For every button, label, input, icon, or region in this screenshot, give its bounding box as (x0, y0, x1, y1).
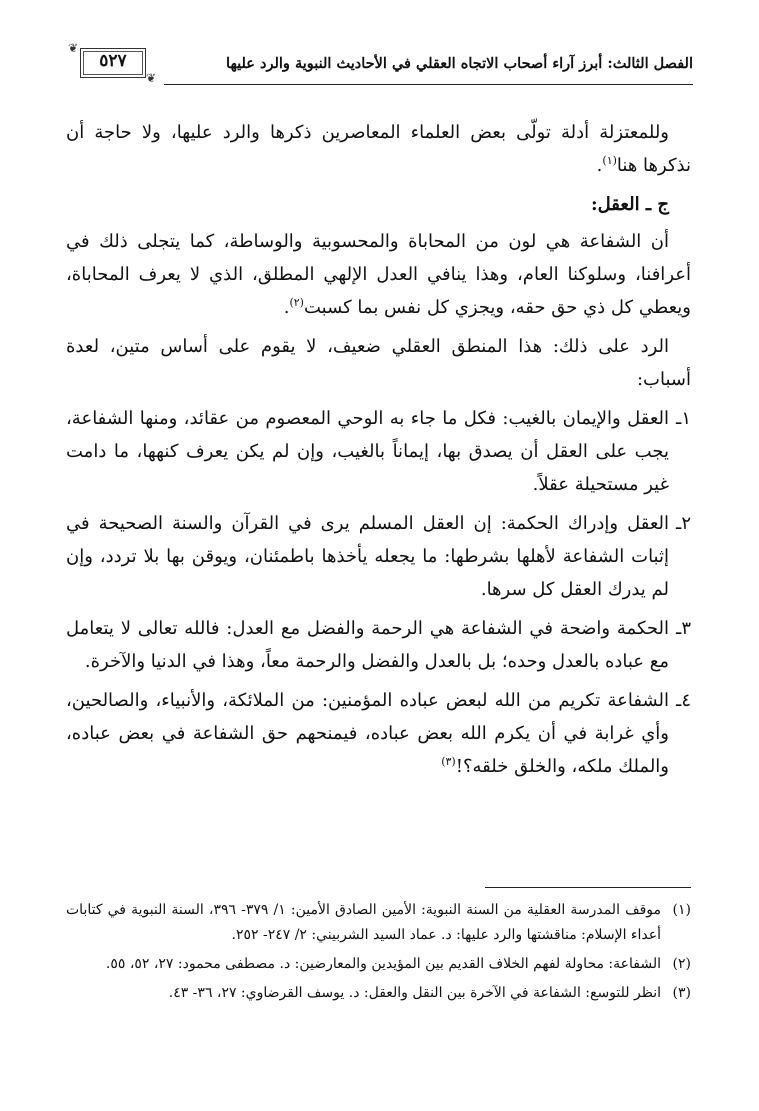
footnote-ref: (١) (602, 154, 617, 167)
section-heading: ج ـ العقل: (591, 194, 669, 215)
list-item (66, 612, 691, 678)
list-item-number: ١ـ (676, 408, 691, 429)
corner-ornament-icon: ❦ (146, 71, 157, 85)
footnote-ref: (٢) (289, 296, 304, 309)
list-item (66, 684, 691, 783)
claim-paragraph: أن الشفاعة هي لون من المحاباة والمحسوبية والوساطة، كما يتجلى ذلك في أعرافنا، وسلوكنا العام، وهذا ينافي العدل الإلهي المطلق، الذي لا يعرف المحاباة، ويعطي كل ذي حق حقه، ويجزي كل نفس بما كسبت$^{(٢)}$. (66, 231, 691, 318)
corner-ornament-icon: ❦ (68, 41, 79, 55)
page-number-box (68, 41, 158, 85)
list-item (66, 507, 691, 606)
footnote-text: انظر للتوسع: الشفاعة في الآخرة بين النقل والعقل: د. يوسف القرضاوي: ٢٧، ٣٦- ٤٣. (168, 985, 661, 1001)
main-text (66, 116, 691, 789)
footnote (66, 981, 691, 1006)
footnote-number: (٣) (672, 985, 691, 1001)
footnote-number: (٢) (672, 956, 691, 972)
footnote-text: الشفاعة: محاولة لفهم الخلاف القديم بين المؤيدين والمعارضين: د. مصطفى محمود: ٢٧، ٥٢، ٥٥. (105, 956, 661, 972)
footnote-number: (١) (672, 902, 691, 918)
list-item (66, 402, 691, 501)
intro-paragraph: وللمعتزلة أدلة تولّى بعض العلماء المعاصرين ذكرها والرد عليها، ولا حاجة أن نذكرها هنا$^{(١)}$. (66, 122, 691, 176)
list-item-number: ٤ـ (676, 690, 691, 711)
footnote-text: موقف المدرسة العقلية من السنة النبوية: الأمين الصادق الأمين: ١/ ٣٧٩- ٣٩٦، السنة النبوية في كتابات أعداء الإسلام: مناقشتها والرد عليها: د. عماد السيد الشربيني: ٢/ ٢٤٧- ٢٥٢. (66, 902, 661, 943)
list-item-text: العقل وإدراك الحكمة: إن العقل المسلم يرى في القرآن والسنة الصحيحة في إثبات الشفاعة لأهلها بشرطها: ما يجعله يأخذها باطمئنان، ويوقن بها بلا تردد، وإن لم يدرك العقل كل سرها. (66, 513, 669, 600)
list-item-text: الحكمة واضحة في الشفاعة هي الرحمة والفضل مع العدل: فالله تعالى لا يتعامل مع عباده بالعدل وحده؛ بل بالعدل والفضل والرحمة معاً، وهذا في الدنيا والآخرة. (66, 618, 669, 672)
footnote-separator (485, 887, 691, 888)
running-header (68, 40, 693, 85)
list-item-number: ٢ـ (676, 513, 691, 534)
reply-paragraph: الرد على ذلك: هذا المنطق العقلي ضعيف، لا يقوم على أساس متين، لعدة أسباب: (66, 336, 691, 390)
list-item-text: العقل والإيمان بالغيب: فكل ما جاء به الوحي المعصوم من عقائد، ومنها الشفاعة، يجب على العقل أن يصدق بها، إيماناً بالغيب، وإن لم يكن يعرف كنهها، ما دامت غير مستحيلة عقلاً. (66, 408, 669, 495)
page-number: ٥٢٧ (99, 51, 127, 71)
list-item-number: ٣ـ (676, 618, 691, 639)
footnote (66, 952, 691, 977)
footnote-ref: (٣) (441, 755, 456, 768)
chapter-title: الفصل الثالث: أبرز آراء أصحاب الاتجاه العقلي في الأحاديث النبوية والرد عليها (226, 55, 693, 72)
header-rule (164, 84, 693, 85)
footnotes (66, 898, 691, 1010)
list-item-text: الشفاعة تكريم من الله لبعض عباده المؤمنين: من الملائكة، والأنبياء، والصالحين، وأي غرابة في أن يكرم الله بعض عباده، فيمنحهم حق الشفاعة في بعض عباده، والملك ملكه، والخلق خلقه؟!$^{(٣)}$ (66, 690, 669, 777)
footnote (66, 898, 691, 948)
